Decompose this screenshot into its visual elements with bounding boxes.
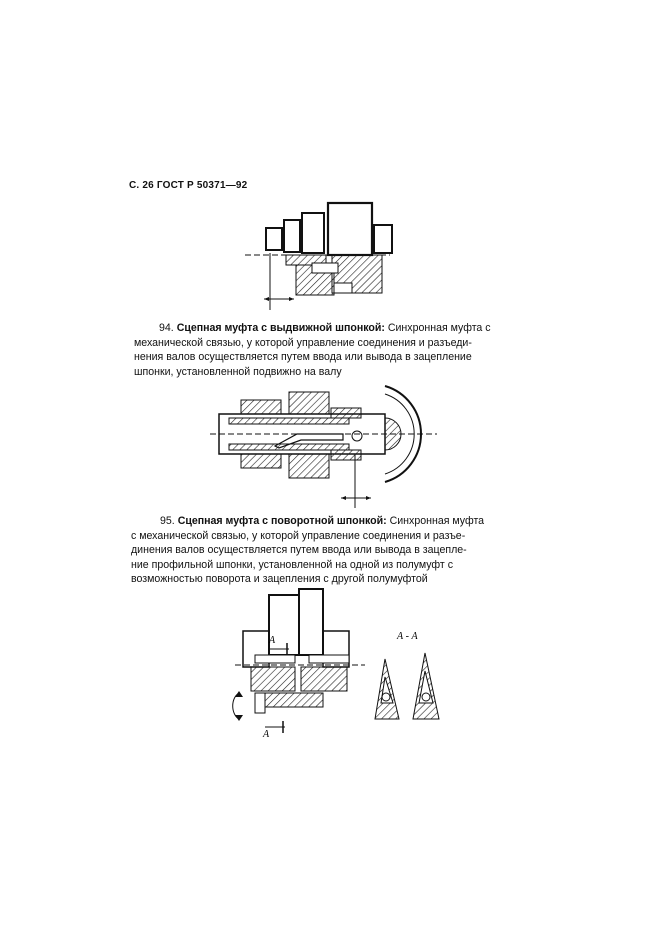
- section-95-line4: ние профильной шпонки, установленной на одной из полумуфт с: [131, 558, 453, 571]
- section-94-line3: нения валов осуществляется путем ввода или вывода в зацепление: [134, 351, 472, 364]
- section-95-text: [131, 514, 516, 587]
- figure-coupling-top: [240, 195, 400, 315]
- section-95-line3: динения валов осуществляется путем ввода или вывода в зацепле-: [131, 544, 467, 557]
- section-94-line4: шпонки, установленной подвижно на валу: [134, 365, 342, 378]
- section-94-text: [134, 321, 512, 379]
- section-95-line2: с механической связью, у которой управление соединения и разъе-: [131, 529, 466, 542]
- section-95-line5: возможностью поворота и зацепления с другой полумуфтой: [131, 573, 428, 586]
- page-header: С. 26 ГОСТ Р 50371—92: [129, 180, 248, 191]
- section-94-term: Сцепная муфта с выдвижной шпонкой:: [176, 322, 385, 334]
- section-94-line2: механической связью, у которой управление соединения и разъеди-: [134, 336, 472, 349]
- section-95-term: Сцепная муфта с поворотной шпонкой:: [177, 515, 387, 527]
- section-94-number: 94.: [159, 322, 174, 334]
- section-marker-top: А: [269, 635, 276, 646]
- figure-rotary-key-coupling: [225, 585, 465, 745]
- section-view-label: А - А: [397, 631, 418, 642]
- section-94-line1: Синхронная муфта с: [384, 322, 491, 334]
- figure-sliding-key-coupling: [205, 378, 445, 513]
- section-95-line1: Синхронная муфта: [386, 515, 485, 527]
- section-marker-bottom: А: [263, 729, 270, 740]
- section-95-number: 95.: [160, 515, 175, 527]
